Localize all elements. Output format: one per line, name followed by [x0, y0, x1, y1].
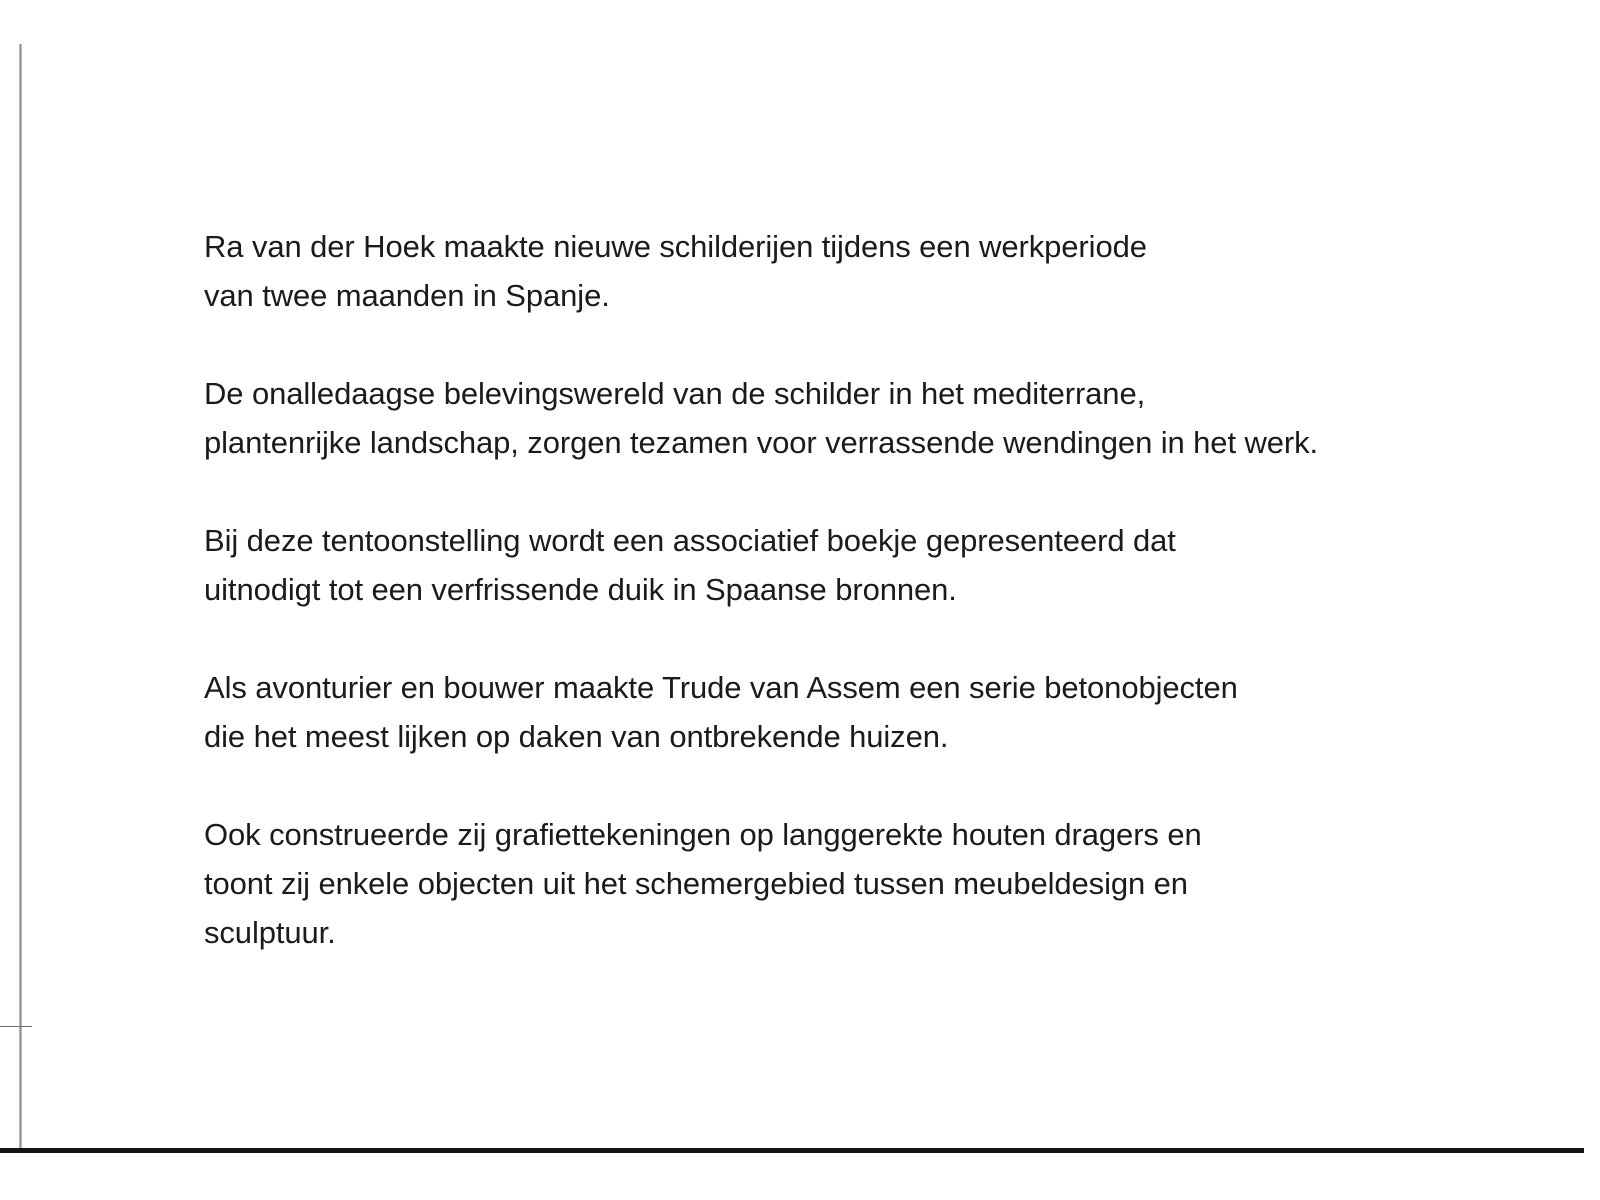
- text-line: Ra van der Hoek maakte nieuwe schilderijen tijdens een werkperiode: [204, 229, 1147, 264]
- paragraph-exhibition-booklet: [204, 516, 1534, 614]
- text-line: Als avonturier en bouwer maakte Trude van Assem een serie betonobjecten: [204, 670, 1238, 705]
- page-edge-tick-mark: [0, 1026, 32, 1027]
- text-line: uitnodigt tot een verfrissende duik in Spaanse bronnen.: [204, 572, 957, 607]
- text-line: De onalledaagse belevingswereld van de schilder in het mediterrane,: [204, 376, 1146, 411]
- text-line: Bij deze tentoonstelling wordt een associatief boekje gepresenteerd dat: [204, 523, 1176, 558]
- page-bottom-edge-line: [0, 1148, 1584, 1153]
- paragraph-painter-spain: [204, 222, 1534, 320]
- text-line: die het meest lijken op daken van ontbrekende huizen.: [204, 719, 949, 754]
- text-line: toont zij enkele objecten uit het schemergebied tussen meubeldesign en: [204, 866, 1188, 901]
- text-line: Ook construeerde zij grafiettekeningen op langgerekte houten dragers en: [204, 817, 1202, 852]
- page-left-edge-line: [19, 44, 22, 1152]
- text-line: plantenrijke landschap, zorgen tezamen voor verrassende wendingen in het werk.: [204, 425, 1319, 460]
- text-line: sculptuur.: [204, 915, 336, 950]
- paragraph-mediterranean-landscape: [204, 369, 1534, 467]
- body-text: [204, 222, 1534, 957]
- paragraph-concrete-objects: [204, 663, 1534, 761]
- paragraph-graphite-drawings: [204, 810, 1534, 957]
- text-line: van twee maanden in Spanje.: [204, 278, 610, 313]
